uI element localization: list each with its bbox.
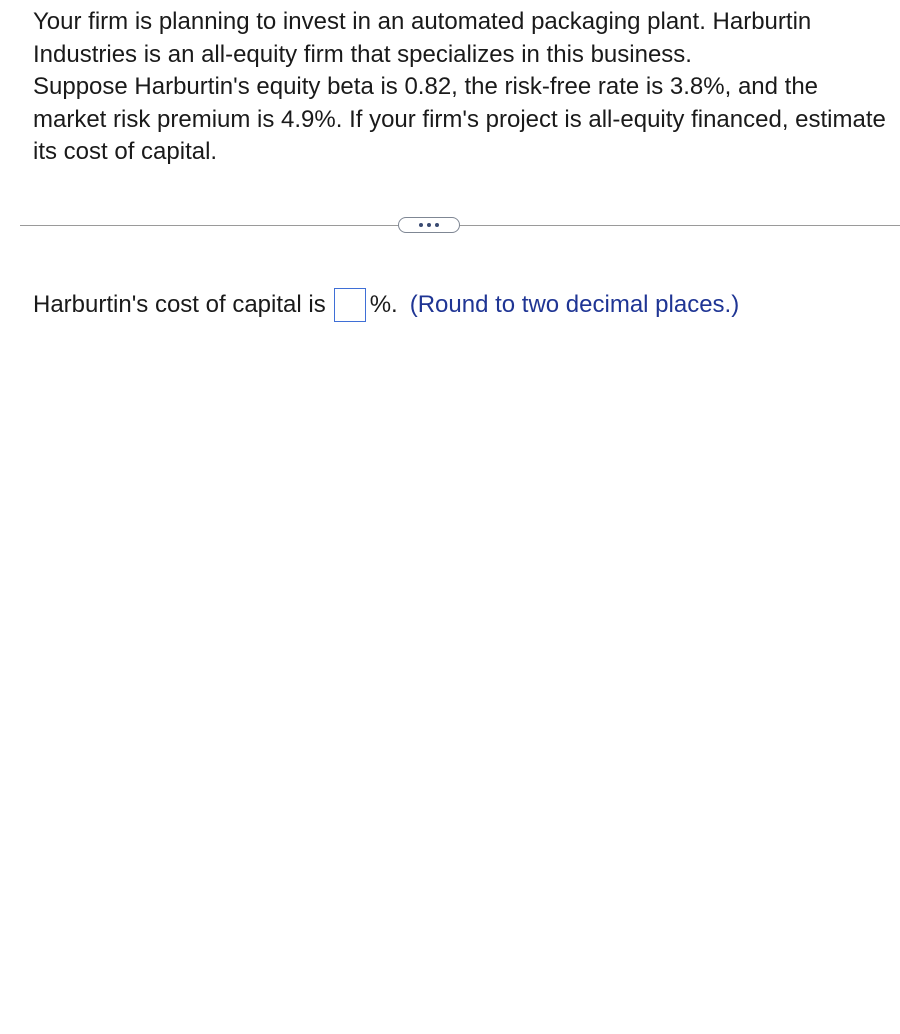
question-text	[33, 6, 893, 169]
ellipsis-icon	[427, 223, 431, 227]
answer-prefix: Harburtin's cost of capital is	[33, 291, 326, 318]
expand-more-button[interactable]	[398, 217, 460, 233]
ellipsis-icon	[419, 223, 423, 227]
question-paragraph-2: Suppose Harburtin's equity beta is 0.82, the risk-free rate is 3.8%, and the market risk premium is 4.9%. If your firm's project is all-equity financed, estimate its cost of capital.	[33, 73, 886, 165]
rounding-hint: (Round to two decimal places.)	[409, 291, 740, 318]
ellipsis-icon	[435, 223, 439, 227]
question-paragraph-1: Your firm is planning to invest in an automated packaging plant. Harburtin Industries is an all-equity firm that specializes in this business.	[33, 8, 812, 68]
section-divider	[20, 225, 900, 226]
percent-suffix: %.	[369, 291, 398, 318]
answer-row	[33, 287, 739, 323]
cost-of-capital-input[interactable]	[334, 288, 366, 322]
